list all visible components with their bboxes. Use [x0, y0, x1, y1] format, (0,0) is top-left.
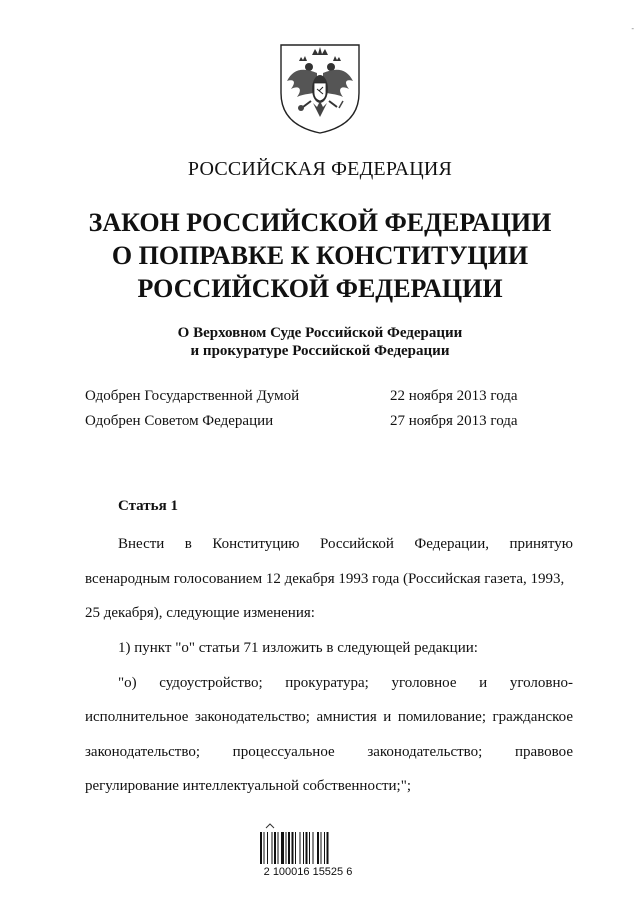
coat-of-arms-icon — [273, 41, 367, 135]
approval-label: Одобрен Советом Федерации — [85, 413, 274, 429]
approval-date: 22 ноября 2013 года — [390, 388, 518, 404]
subtitle-line: и прокуратуре Российской Федерации — [190, 343, 450, 359]
article-heading: Статья 1 — [118, 498, 178, 514]
body-line: исполнительное законодательство; амнистия и помилование; гражданское — [85, 709, 573, 725]
title-line: О ПОПРАВКЕ К КОНСТИТУЦИИ — [111, 241, 529, 270]
approval-date: 27 ноября 2013 года — [390, 413, 518, 429]
barcode-number: 2 100016 15525 6 — [263, 866, 353, 878]
subtitle-line: О Верховном Суде Российской Федерации — [177, 325, 463, 341]
document-title — [0, 206, 640, 305]
barcode-icon — [256, 822, 360, 902]
body-line: 1) пункт "о" статьи 71 изложить в следующей редакции: — [118, 640, 478, 656]
approval-label: Одобрен Государственной Думой — [85, 388, 300, 404]
body-line: законодательство; процессуальное законодательство; правовое — [85, 744, 573, 760]
body-line: всенародным голосованием 12 декабря 1993 года (Российская газета, 1993, — [85, 571, 565, 587]
document-subtitle — [0, 324, 640, 360]
body-line: "о) судоустройство; прокуратура; уголовное и уголовно- — [118, 675, 573, 691]
corner-mark: - — [631, 24, 634, 33]
title-line: РОССИЙСКОЙ ФЕДЕРАЦИИ — [137, 274, 503, 303]
body-line: 25 декабря), следующие изменения: — [85, 605, 315, 621]
country-name: РОССИЙСКАЯ ФЕДЕРАЦИЯ — [187, 158, 453, 180]
title-line: ЗАКОН РОССИЙСКОЙ ФЕДЕРАЦИИ — [88, 208, 552, 237]
body-line: регулирование интеллектуальной собственности;"; — [85, 778, 412, 794]
body-line: Внести в Конституцию Российской Федерации, принятую — [118, 536, 573, 552]
